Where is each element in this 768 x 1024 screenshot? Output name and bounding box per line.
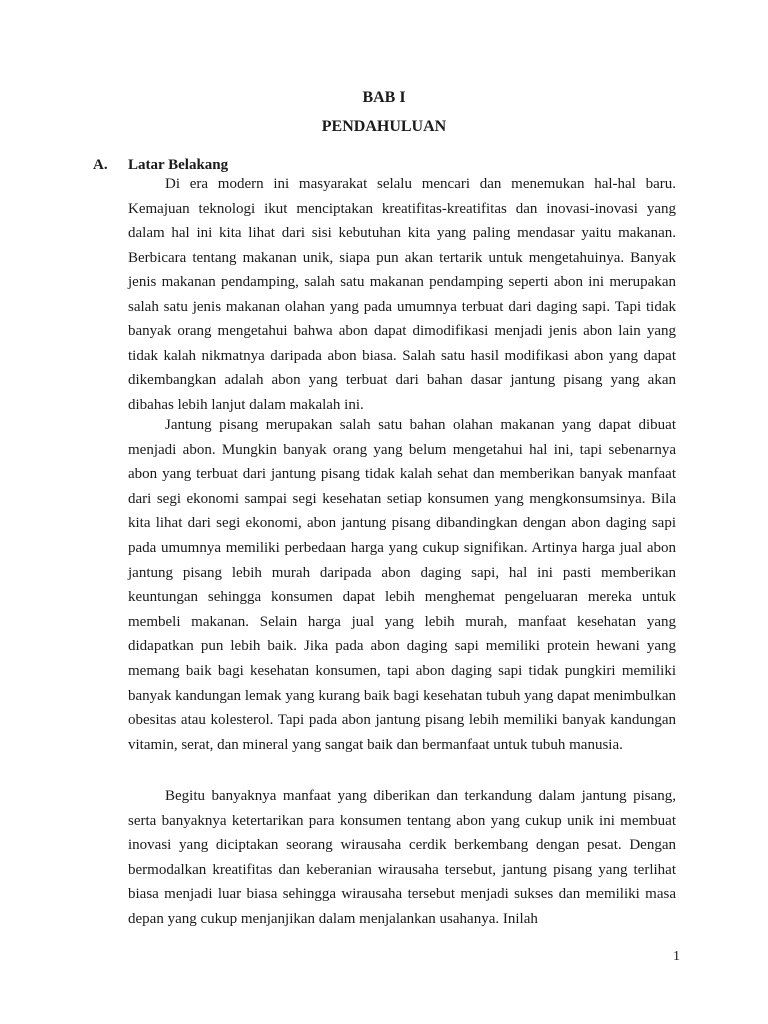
section-letter: A. xyxy=(93,157,108,173)
chapter-title: PENDAHULUAN xyxy=(321,118,447,135)
paragraph-1: Di era modern ini masyarakat selalu mencari dan menemukan hal-hal baru. Kemajuan teknologi ikut menciptakan kreatifitas-kreatifitas dan inovasi-inovasi yang dalam hal ini kita lihat dari sisi kebutuhan kita yang paling mendasar yaitu makanan. Berbicara tentang makanan unik, siapa pun akan tertarik untuk mengetahuinya. Banyak jenis makanan pendamping, salah satu makanan pendamping seperti abon ini merupakan salah satu jenis makanan olahan yang pada umumnya terbuat dari daging sapi. Tapi tidak banyak orang mengetahui bahwa abon dapat dimodifikasi menjadi jenis abon lain yang tidak kalah nikmatnya daripada abon biasa. Salah satu hasil modifikasi abon yang dapat dikembangkan adalah abon yang terbuat dari bahan dasar jantung pisang yang akan dibahas lebih lanjut dalam makalah ini. xyxy=(128,176,676,413)
chapter-label: BAB I xyxy=(362,89,406,106)
paragraph-2: Jantung pisang merupakan salah satu bahan olahan makanan yang dapat dibuat menjadi abon. Mungkin banyak orang yang belum mengetahui hal ini, tapi sebenarnya abon yang terbuat dari jantung pisang tidak kalah sehat dan memberikan banyak manfaat dari segi ekonomi sampai segi kesehatan setiap konsumen yang mengkonsumsinya. Bila kita lihat dari segi ekonomi, abon jantung pisang dibandingkan dengan abon daging sapi pada umumnya memiliki perbedaan harga yang cukup signifikan. Artinya harga jual abon jantung pisang lebih murah daripada abon daging sapi, hal ini pasti memberikan keuntungan sehingga konsumen dapat lebih menghemat pengeluaran mereka untuk membeli makanan. Selain harga jual yang lebih murah, manfaat kesehatan yang didapatkan pun lebih baik. Jika pada abon daging sapi memiliki protein hewani yang memang baik bagi kesehatan konsumen, tapi abon daging sapi tidak pungkiri memiliki banyak kandungan lemak yang kurang baik bagi kesehatan tubuh yang dapat menimbulkan obesitas atau kolesterol. Tapi pada abon jantung pisang lebih memiliki banyak kandungan vitamin, serat, dan mineral yang sangat baik dan bermanfaat untuk tubuh manusia. xyxy=(128,417,676,753)
section-heading-text: Latar Belakang xyxy=(128,157,229,173)
paragraph-3: Begitu banyaknya manfaat yang diberikan dan terkandung dalam jantung pisang, serta banyaknya ketertarikan para konsumen tentang abon yang cukup unik ini membuat inovasi yang diciptakan seorang wirausaha cerdik berkembang dengan pesat. Dengan bermodalkan kreatifitas dan keberanian wirausaha tersebut, jantung pisang yang terlihat biasa menjadi luar biasa sehingga wirausaha tersebut menjadi sukses dan memiliki masa depan yang cukup menjanjikan dalam menjalankan usahanya. Inilah xyxy=(128,788,676,927)
page-number: 1 xyxy=(673,949,680,964)
